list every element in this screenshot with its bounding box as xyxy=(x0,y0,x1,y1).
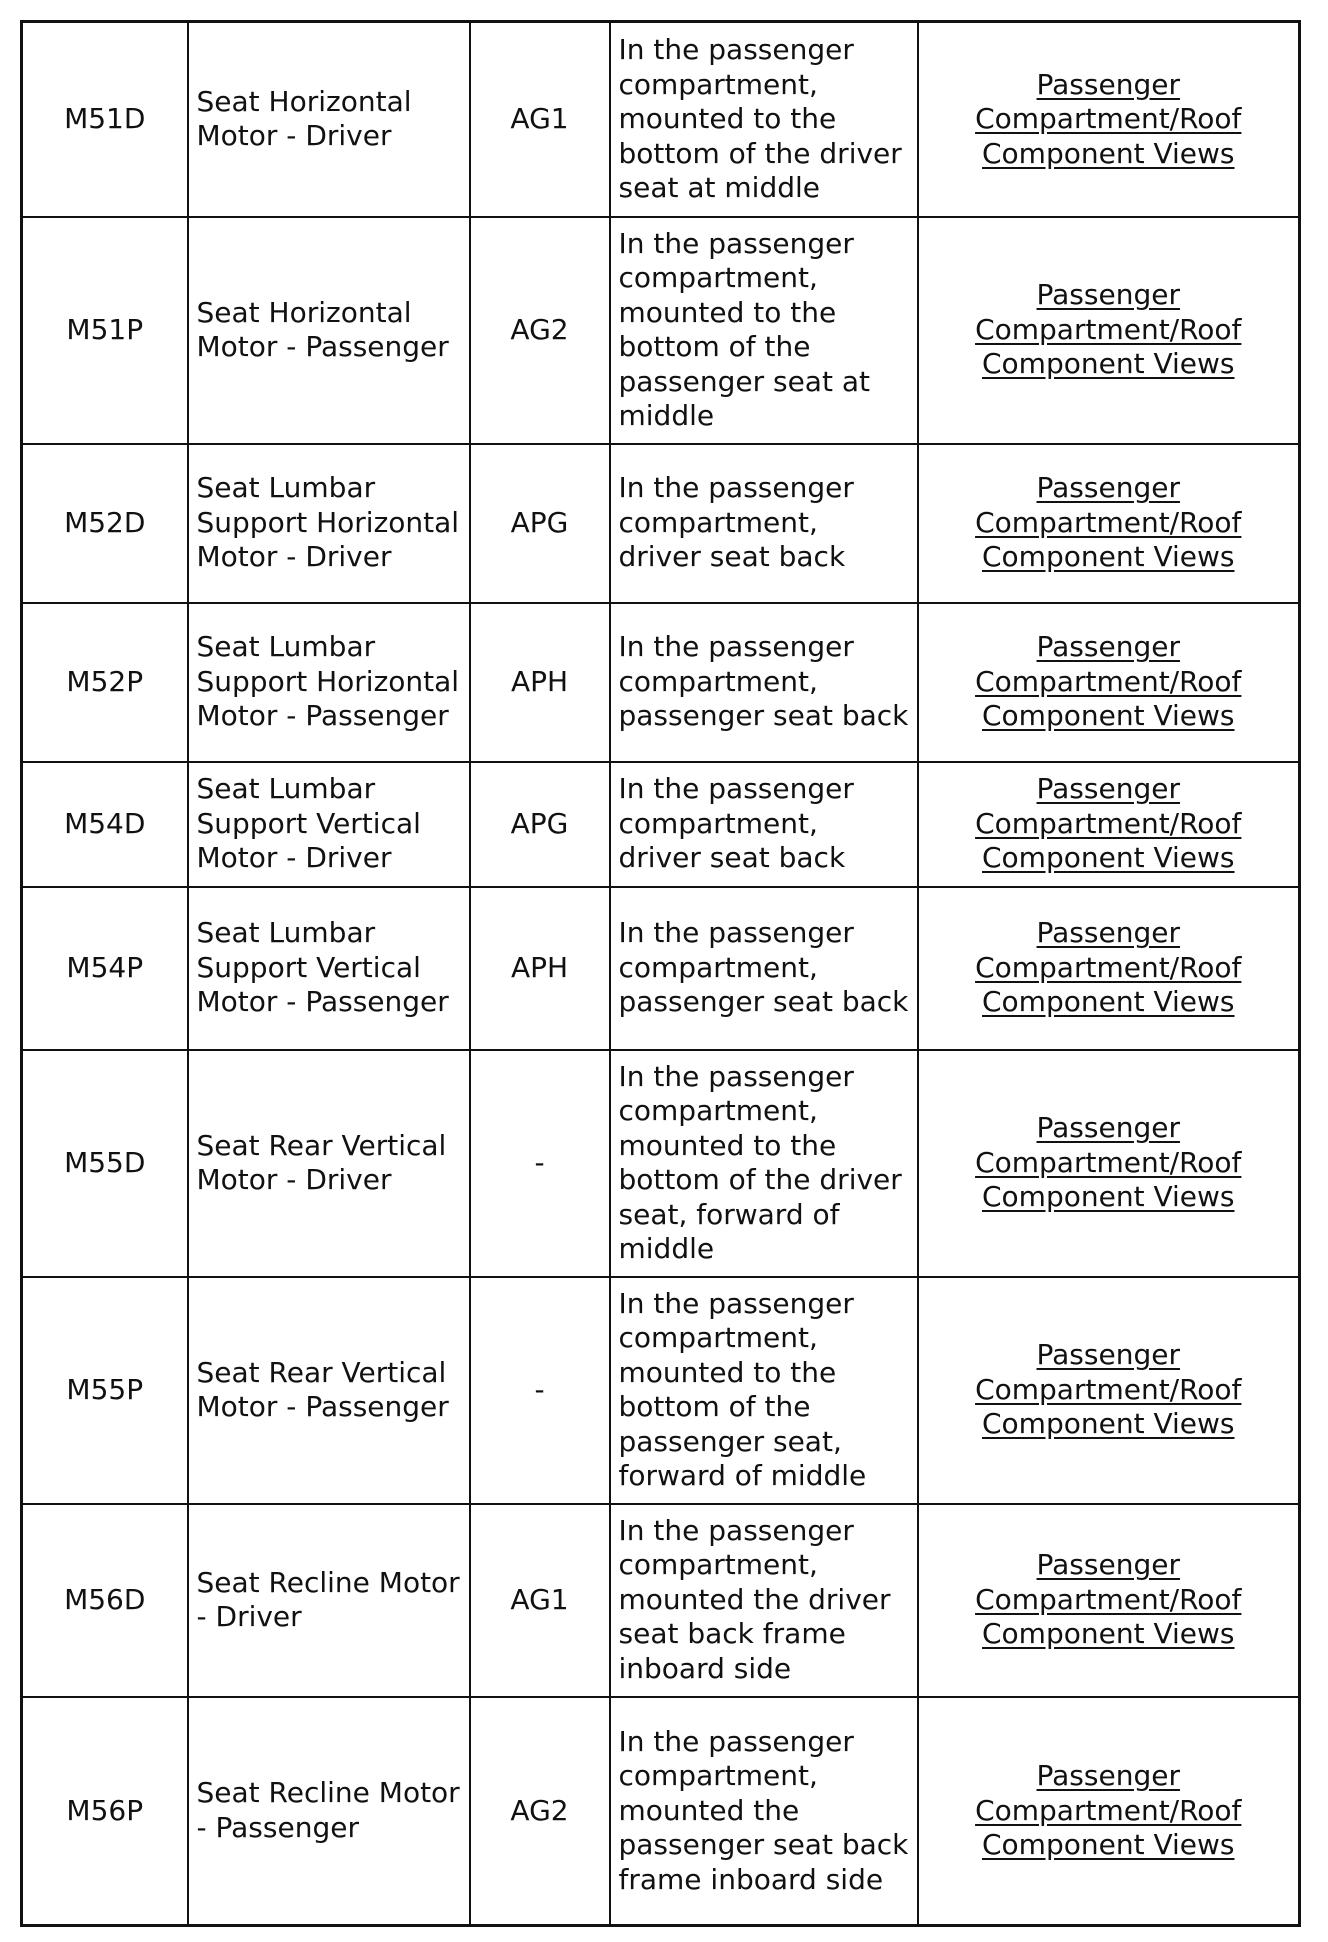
component-view-link[interactable] xyxy=(927,1111,1291,1215)
table-row xyxy=(22,1277,1300,1504)
component-location: In the passenger compartment, mounted to the bottom of the passenger seat at middle xyxy=(610,217,918,444)
component-view-link-line1: Passenger xyxy=(1036,916,1180,950)
connector-code: APG xyxy=(470,762,610,887)
component-view-link-line2: Compartment/Roof xyxy=(975,1582,1242,1616)
component-view-link-line1: Passenger xyxy=(1036,630,1180,664)
component-view-link-line2: Compartment/Roof xyxy=(975,102,1242,135)
component-view-link-line3: Component Views xyxy=(982,1180,1235,1214)
component-view-link-line3: Component Views xyxy=(982,985,1235,1019)
component-name: Seat Lumbar Support Vertical Motor - Driver xyxy=(188,762,470,887)
component-view-link-line1: Passenger xyxy=(1036,278,1180,312)
component-view-cell xyxy=(918,22,1300,217)
component-view-link-line2: Compartment/Roof xyxy=(975,1145,1242,1179)
table-row xyxy=(22,22,1300,217)
table-row xyxy=(22,1050,1300,1277)
table-row xyxy=(22,1504,1300,1697)
component-view-cell xyxy=(918,603,1300,762)
table-row xyxy=(22,887,1300,1050)
component-name: Seat Horizontal Motor - Driver xyxy=(188,22,470,217)
component-location: In the passenger compartment, mounted to the bottom of the driver seat at middle xyxy=(610,22,918,217)
component-view-link-line3: Component Views xyxy=(982,136,1235,170)
component-name: Seat Horizontal Motor - Passenger xyxy=(188,217,470,444)
component-code: M55P xyxy=(22,1277,188,1504)
component-view-cell xyxy=(918,1504,1300,1697)
table-row xyxy=(22,762,1300,887)
component-location: In the passenger compartment, mounted the passenger seat back frame inboard side xyxy=(610,1697,918,1926)
connector-code: APH xyxy=(470,887,610,1050)
table-row xyxy=(22,444,1300,603)
component-view-link[interactable] xyxy=(927,278,1291,382)
component-view-link-line3: Component Views xyxy=(982,1828,1235,1861)
component-view-link[interactable] xyxy=(927,68,1291,172)
component-view-link[interactable] xyxy=(927,1759,1291,1863)
connector-code: AG2 xyxy=(470,217,610,444)
component-name: Seat Lumbar Support Horizontal Motor - Driver xyxy=(188,444,470,603)
component-view-link-line1: Passenger xyxy=(1036,772,1180,806)
table-row xyxy=(22,217,1300,444)
component-view-link[interactable] xyxy=(927,1548,1291,1652)
component-location: In the passenger compartment, mounted to the bottom of the driver seat, forward of middle xyxy=(610,1050,918,1277)
component-view-link-line2: Compartment/Roof xyxy=(975,664,1242,698)
component-view-link-line2: Compartment/Roof xyxy=(975,1372,1242,1406)
table-row xyxy=(22,603,1300,762)
connector-code: AG1 xyxy=(470,1504,610,1697)
component-view-link-line1: Passenger xyxy=(1036,471,1180,505)
component-view-cell xyxy=(918,1697,1300,1926)
component-view-link[interactable] xyxy=(927,916,1291,1020)
component-view-link-line2: Compartment/Roof xyxy=(975,1793,1242,1827)
component-code: M56P xyxy=(22,1697,188,1926)
component-location-table xyxy=(20,20,1301,1927)
connector-code: APH xyxy=(470,603,610,762)
component-code: M54P xyxy=(22,887,188,1050)
component-view-link-line3: Component Views xyxy=(982,347,1235,381)
component-location: In the passenger compartment, mounted the driver seat back frame inboard side xyxy=(610,1504,918,1697)
connector-code: AG1 xyxy=(470,22,610,217)
component-view-link-line2: Compartment/Roof xyxy=(975,505,1242,539)
component-view-link-line1: Passenger xyxy=(1036,1759,1180,1792)
component-view-link[interactable] xyxy=(927,471,1291,575)
table-row xyxy=(22,1697,1300,1926)
component-code: M56D xyxy=(22,1504,188,1697)
component-view-link-line2: Compartment/Roof xyxy=(975,950,1242,984)
component-view-link-line1: Passenger xyxy=(1036,1111,1180,1145)
component-view-link-line3: Component Views xyxy=(982,540,1235,574)
component-code: M51P xyxy=(22,217,188,444)
component-view-cell xyxy=(918,887,1300,1050)
component-code: M54D xyxy=(22,762,188,887)
component-view-link-line1: Passenger xyxy=(1036,1548,1180,1582)
component-view-link[interactable] xyxy=(927,1338,1291,1442)
component-view-cell xyxy=(918,217,1300,444)
component-code: M52D xyxy=(22,444,188,603)
component-location: In the passenger compartment, driver seat back xyxy=(610,762,918,887)
component-location: In the passenger compartment, passenger seat back xyxy=(610,603,918,762)
component-code: M52P xyxy=(22,603,188,762)
component-name: Seat Rear Vertical Motor - Driver xyxy=(188,1050,470,1277)
connector-code: APG xyxy=(470,444,610,603)
connector-code: - xyxy=(470,1277,610,1504)
component-name: Seat Lumbar Support Vertical Motor - Passenger xyxy=(188,887,470,1050)
connector-code: - xyxy=(470,1050,610,1277)
component-view-cell xyxy=(918,444,1300,603)
component-view-cell xyxy=(918,762,1300,887)
component-view-link[interactable] xyxy=(927,630,1291,734)
component-view-link[interactable] xyxy=(927,772,1291,876)
component-location: In the passenger compartment, driver seat back xyxy=(610,444,918,603)
component-view-link-line2: Compartment/Roof xyxy=(975,806,1242,840)
component-name: Seat Lumbar Support Horizontal Motor - Passenger xyxy=(188,603,470,762)
component-name: Seat Recline Motor - Driver xyxy=(188,1504,470,1697)
component-code: M55D xyxy=(22,1050,188,1277)
component-view-link-line3: Component Views xyxy=(982,699,1235,733)
connector-code: AG2 xyxy=(470,1697,610,1926)
component-view-link-line3: Component Views xyxy=(982,841,1235,875)
component-code: M51D xyxy=(22,22,188,217)
component-location: In the passenger compartment, mounted to the bottom of the passenger seat, forward of middle xyxy=(610,1277,918,1504)
component-view-cell xyxy=(918,1050,1300,1277)
component-view-link-line3: Component Views xyxy=(982,1407,1235,1441)
component-view-link-line2: Compartment/Roof xyxy=(975,312,1242,346)
component-name: Seat Rear Vertical Motor - Passenger xyxy=(188,1277,470,1504)
component-view-link-line1: Passenger xyxy=(1036,1338,1180,1372)
component-view-link-line3: Component Views xyxy=(982,1617,1235,1651)
component-view-cell xyxy=(918,1277,1300,1504)
component-location: In the passenger compartment, passenger seat back xyxy=(610,887,918,1050)
component-view-link-line1: Passenger xyxy=(1036,67,1180,101)
component-name: Seat Recline Motor - Passenger xyxy=(188,1697,470,1926)
